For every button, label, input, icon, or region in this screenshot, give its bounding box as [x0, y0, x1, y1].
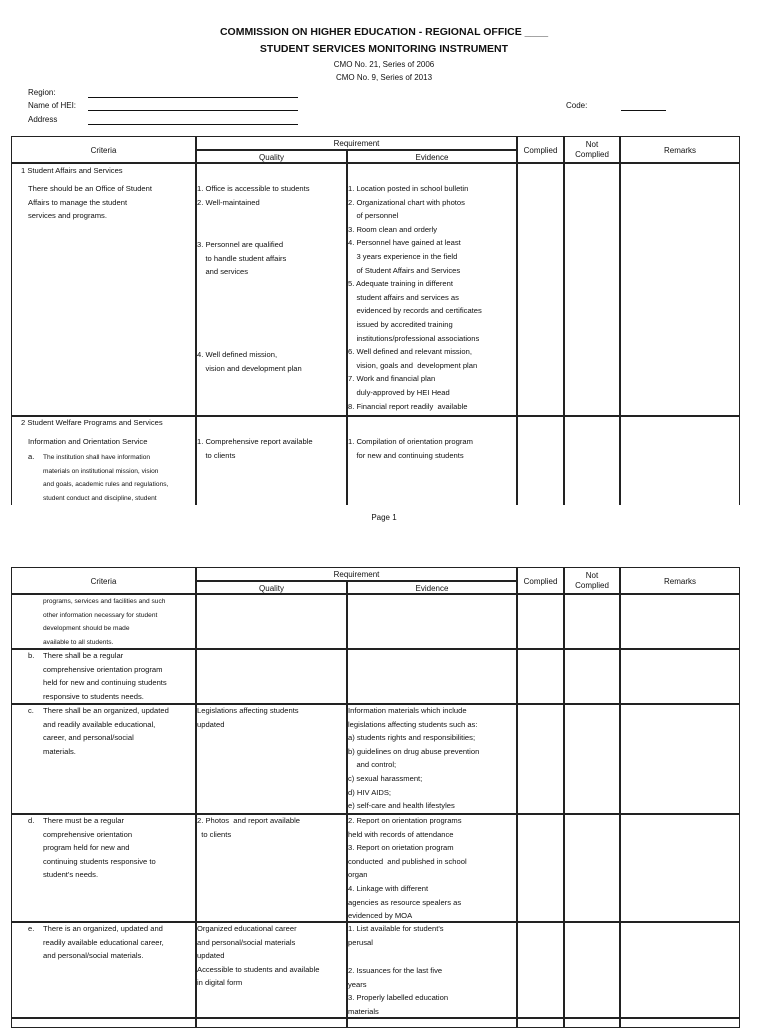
- section2-item-a-label: a.: [28, 452, 35, 461]
- row-d-evidence-text: 2. Report on orientation programs held with records of attendance 3. Report on orietation program conducted and published in school organ 4. Linkage with different agencies as resource spealers as evidenced by MOA: [348, 816, 467, 921]
- row-e-not-complied-cell[interactable]: [564, 922, 620, 1018]
- requirement-header-p2: Requirement: [333, 570, 380, 579]
- section1-quality-office: 1. Office is accessible to students 2. Well-maintained: [197, 184, 310, 207]
- address-label: Address: [28, 115, 58, 124]
- cont-remarks-cell[interactable]: [620, 594, 740, 649]
- next-row-remarks-cell[interactable]: [620, 1018, 740, 1028]
- row-b-evidence-cell: [347, 649, 517, 704]
- row-e-evidence-list: 1. List available for student's perusal: [348, 924, 444, 947]
- row-c-remarks-cell[interactable]: [620, 704, 740, 814]
- section2-not-complied-cell[interactable]: [564, 416, 620, 505]
- commission-title: COMMISSION ON HIGHER EDUCATION - REGIONAL OFFICE ____: [219, 26, 549, 38]
- section1-evidence-list: 1. Location posted in school bulletin 2. Organizational chart with photos of personnel 3. Room clean and orderly 4. Personnel have gained at least 3 years experience in the field of Student Affairs and Services 5. Adequate training in different student affairs and services as evidenced by records and certificates issued by accredited training institutions/professional associations 6. Well defined and relevant mission, vision, goals and development plan 7. Work and financial plan duly-approved by HEI Head 8. Financial report readily available: [348, 184, 482, 411]
- complied-header-p2: Complied: [523, 577, 558, 586]
- row-d-criteria-text: There must be a regular comprehensive orientation program held for new and continuing students responsive to student's needs.: [43, 816, 156, 880]
- section1-quality-mission: 4. Well defined mission, vision and development plan: [197, 350, 302, 373]
- code-label: Code:: [566, 101, 588, 110]
- row-c-quality-text: Legislations affecting students updated: [197, 706, 299, 729]
- row-d-not-complied-cell[interactable]: [564, 814, 620, 922]
- cont-not-complied-cell[interactable]: [564, 594, 620, 649]
- address-field[interactable]: [88, 124, 298, 125]
- hei-name-field[interactable]: [88, 110, 298, 111]
- next-row-complied-cell[interactable]: [517, 1018, 564, 1028]
- evidence-header-p2: Evidence: [415, 584, 449, 593]
- row-c-label: c.: [28, 706, 34, 715]
- row-b-label: b.: [28, 651, 35, 660]
- evidence-header: Evidence: [415, 153, 449, 162]
- row-e-quality-text: Organized educational career and personal/social materials updated Accessible to students and available in digital form: [197, 924, 320, 988]
- code-field[interactable]: [621, 110, 666, 111]
- remarks-header-p2: Remarks: [663, 577, 696, 586]
- row-d-label: d.: [28, 816, 35, 825]
- cmo-reference-2006: CMO No. 21, Series of 2006: [333, 60, 435, 69]
- section2-quality-report: 1. Comprehensive report available to clients: [197, 437, 313, 460]
- section1-title: 1 Student Affairs and Services: [21, 166, 123, 175]
- row-d-complied-cell[interactable]: [517, 814, 564, 922]
- section2-subtitle: Information and Orientation Service: [28, 437, 148, 446]
- row-b-remarks-cell[interactable]: [620, 649, 740, 704]
- row-e-remarks-cell[interactable]: [620, 922, 740, 1018]
- row-b-criteria-text: There shall be a regular comprehensive orientation program held for new and continuing students responsive to students needs.: [43, 651, 167, 701]
- section2-remarks-cell[interactable]: [620, 416, 740, 505]
- next-row-not-complied-cell[interactable]: [564, 1018, 620, 1028]
- row-e-criteria-text: There is an organized, updated and readily available educational career, and personal/social materials.: [43, 924, 164, 961]
- cont-complied-cell[interactable]: [517, 594, 564, 649]
- section2-item-a-text: The institution shall have information materials on institutional mission, vision and goals, academic rules and regulations, student conduct and discipline, student: [43, 454, 169, 502]
- section2-evidence-compilation: 1. Compilation of orientation program for new and continuing students: [348, 437, 473, 460]
- cont-quality-cell: [196, 594, 347, 649]
- next-row-evidence-cell: [347, 1018, 517, 1028]
- row-c-complied-cell[interactable]: [517, 704, 564, 814]
- not-complied-header-line1: Not: [585, 140, 599, 149]
- requirement-header: Requirement: [333, 139, 380, 148]
- section1-not-complied-cell[interactable]: [564, 163, 620, 416]
- row-c-not-complied-cell[interactable]: [564, 704, 620, 814]
- not-complied-header-line2-p2: Complied: [575, 581, 609, 590]
- hei-name-label: Name of HEI:: [28, 101, 77, 110]
- remarks-header: Remarks: [663, 146, 696, 155]
- section1-complied-cell[interactable]: [517, 163, 564, 416]
- section1-criteria-text: There should be an Office of Student Affairs to manage the student services and programs.: [28, 184, 152, 221]
- section2-complied-cell[interactable]: [517, 416, 564, 505]
- row-b-complied-cell[interactable]: [517, 649, 564, 704]
- quality-header-p2: Quality: [259, 584, 284, 593]
- row-e-label: e.: [28, 924, 35, 933]
- page-number: Page 1: [371, 513, 397, 522]
- row-c-criteria-text: There shall be an organized, updated and readily available educational, career, and personal/social materials.: [43, 706, 169, 756]
- item-a-continued-text: programs, services and facilities and such other information necessary for student development should be made available to all students.: [43, 598, 166, 646]
- cmo-reference-2013: CMO No. 9, Series of 2013: [335, 73, 433, 82]
- complied-header: Complied: [523, 146, 558, 155]
- row-e-complied-cell[interactable]: [517, 922, 564, 1018]
- row-b-quality-cell: [196, 649, 347, 704]
- row-d-remarks-cell[interactable]: [620, 814, 740, 922]
- next-row-quality-cell: [196, 1018, 347, 1028]
- criteria-header-p2: Criteria: [90, 577, 117, 586]
- section1-quality-personnel: 3. Personnel are qualified to handle student affairs and services: [197, 240, 287, 277]
- region-label: Region:: [28, 88, 56, 97]
- row-d-quality-text: 2. Photos and report available to clients: [197, 816, 301, 839]
- section2-title: 2 Student Welfare Programs and Services: [21, 418, 163, 427]
- quality-header: Quality: [259, 153, 284, 162]
- row-c-evidence-text: Information materials which include legislations affecting students such as: a) students rights and responsibilities; b) guidelines on drug abuse prevention and control; c) sexual harassment; d) HIV AIDS; e) self-care and health lifestyles: [348, 706, 480, 811]
- section1-remarks-cell[interactable]: [620, 163, 740, 416]
- not-complied-header-line1-p2: Not: [585, 571, 599, 580]
- not-complied-header-line2: Complied: [575, 150, 609, 159]
- row-e-evidence-issuances: 2. Issuances for the last five years 3. Properly labelled education materials: [348, 966, 449, 1016]
- region-field[interactable]: [88, 97, 298, 98]
- criteria-header: Criteria: [90, 146, 117, 155]
- next-row-criteria-cell: [11, 1018, 196, 1028]
- instrument-title: STUDENT SERVICES MONITORING INSTRUMENT: [259, 43, 509, 55]
- cont-evidence-cell: [347, 594, 517, 649]
- row-b-not-complied-cell[interactable]: [564, 649, 620, 704]
